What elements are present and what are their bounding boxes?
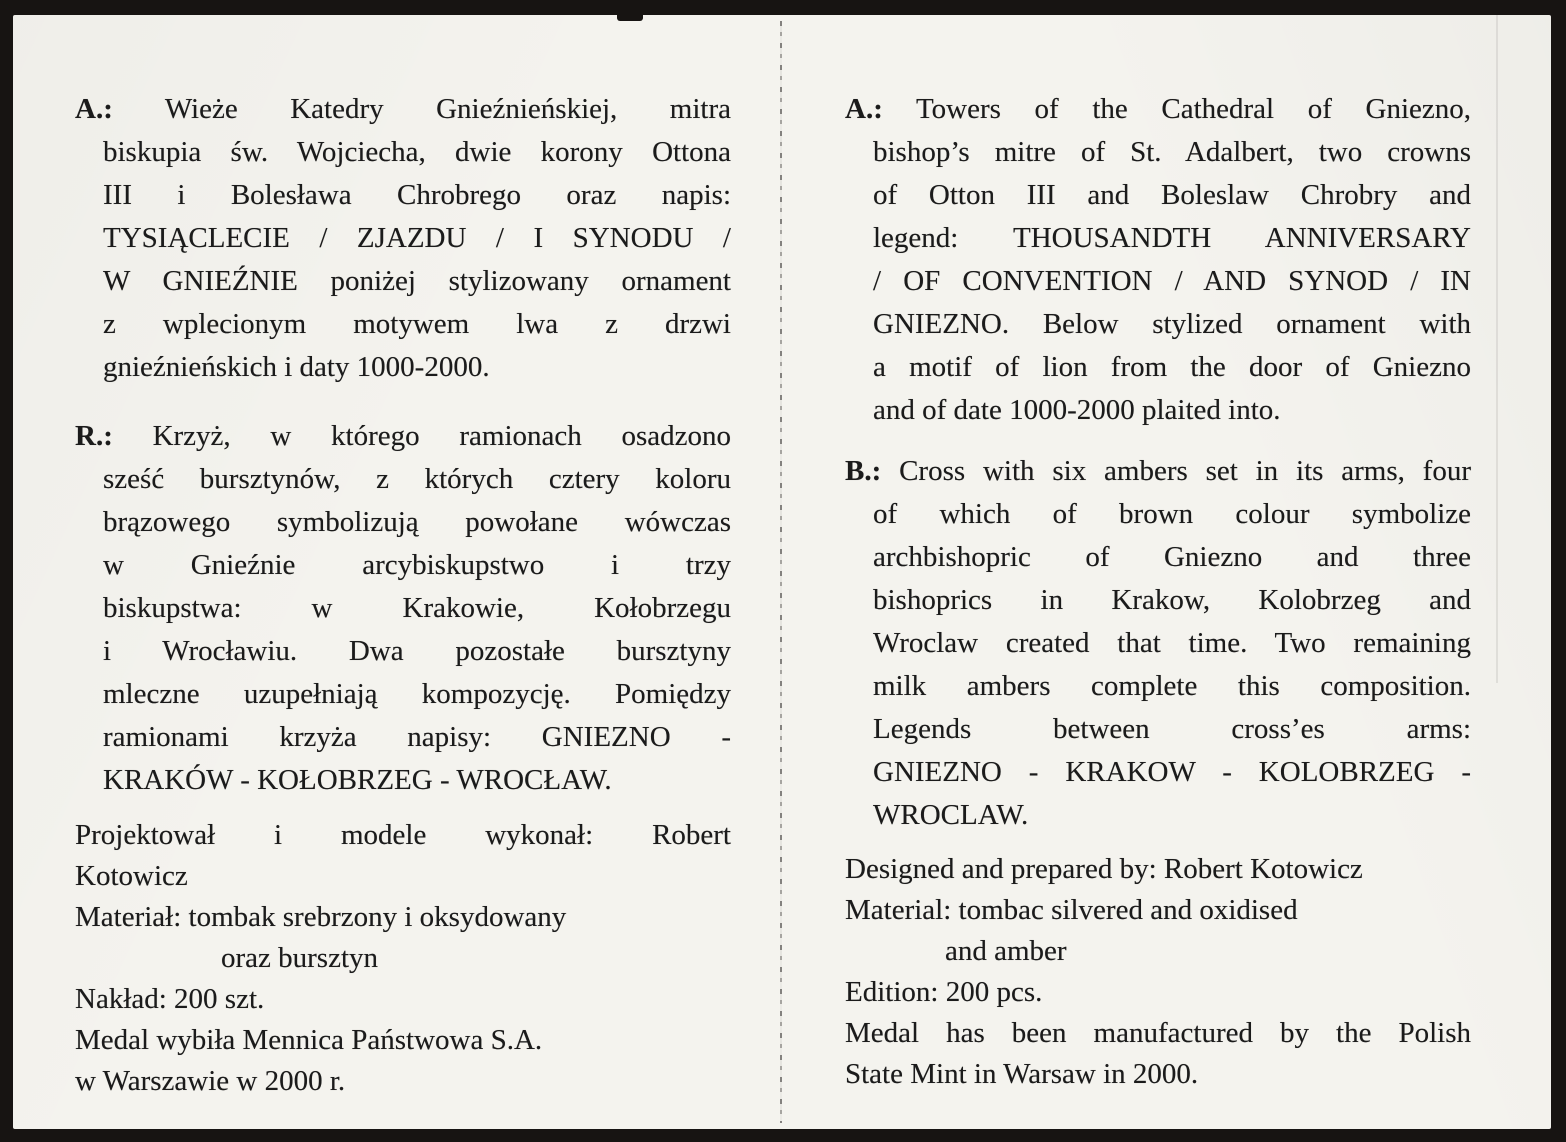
column-polish bbox=[75, 88, 731, 1102]
text-line: and of date 1000-2000 plaited into. bbox=[873, 394, 1281, 426]
credits-block bbox=[845, 849, 1471, 1095]
text-line: Nakład: 200 szt. bbox=[75, 983, 265, 1015]
text-line: Material: tombac silvered and oxidised bbox=[845, 894, 1298, 926]
text-line: biskupstwa: w Krakowie, Kołobrzegu bbox=[103, 592, 731, 624]
text-line: bishoprics in Krakow, Kolobrzeg and bbox=[873, 584, 1471, 616]
text-line: i Wrocławiu. Dwa pozostałe bursztyny bbox=[103, 635, 731, 667]
text-line: z wplecionym motywem lwa z drzwi bbox=[103, 308, 731, 340]
text-line: Edition: 200 pcs. bbox=[845, 976, 1043, 1008]
paragraph-label: A.: bbox=[845, 93, 883, 125]
text-line: of which of brown colour symbolize bbox=[873, 498, 1471, 530]
text-line: gnieźnieńskich i daty 1000-2000. bbox=[103, 351, 490, 383]
text-line: mleczne uzupełniają kompozycję. Pomiędzy bbox=[103, 678, 731, 710]
text-line: sześć bursztynów, z których cztery koloru bbox=[103, 463, 731, 495]
text-line: III i Bolesława Chrobrego oraz napis: bbox=[103, 179, 731, 211]
credits-block bbox=[75, 815, 731, 1102]
labeled-paragraph bbox=[75, 415, 731, 802]
text-line: A.: Towers of the Cathedral of Gniezno, bbox=[845, 93, 1471, 125]
text-line: w Warszawie w 2000 r. bbox=[75, 1065, 346, 1097]
text-line: biskupia św. Wojciecha, dwie korony Ottona bbox=[103, 136, 731, 168]
text-line: archbishopric of Gniezno and three bbox=[873, 541, 1471, 573]
fold-line bbox=[780, 21, 782, 1123]
labeled-paragraph bbox=[75, 88, 731, 389]
text-line: GNIEZNO - KRAKOW - KOLOBRZEG - bbox=[873, 756, 1471, 788]
text-line: milk ambers complete this composition. bbox=[873, 670, 1471, 702]
scan-artifact bbox=[617, 15, 643, 21]
text-line: bishop’s mitre of St. Adalbert, two crowns bbox=[873, 136, 1471, 168]
text-line: brązowego symbolizują powołane wówczas bbox=[103, 506, 731, 538]
text-line: Projektował i modele wykonał: Robert bbox=[75, 819, 731, 851]
text-line: Wroclaw created that time. Two remaining bbox=[873, 627, 1471, 659]
text-line: WROCLAW. bbox=[873, 799, 1029, 831]
text-line: TYSIĄCLECIE / ZJAZDU / I SYNODU / bbox=[103, 222, 731, 254]
text-line: KRAKÓW - KOŁOBRZEG - WROCŁAW. bbox=[103, 764, 612, 796]
text-line: State Mint in Warsaw in 2000. bbox=[845, 1058, 1199, 1090]
paragraph-label: B.: bbox=[845, 455, 882, 487]
text-line: and amber bbox=[945, 935, 1067, 967]
text-line: R.: Krzyż, w którego ramionach osadzono bbox=[75, 420, 731, 452]
text-line: Kotowicz bbox=[75, 860, 188, 892]
paragraph-label: R.: bbox=[75, 420, 113, 452]
text-line: Legends between cross’es arms: bbox=[873, 713, 1471, 745]
text-line: W GNIEŹNIE poniżej stylizowany ornament bbox=[103, 265, 731, 297]
text-line: legend: THOUSANDTH ANNIVERSARY bbox=[873, 222, 1471, 254]
text-line: B.: Cross with six ambers set in its arms, four bbox=[845, 455, 1471, 487]
scan-crease bbox=[1496, 15, 1498, 683]
text-line: Designed and prepared by: Robert Kotowicz bbox=[845, 853, 1363, 885]
labeled-paragraph bbox=[845, 88, 1471, 432]
text-line: of Otton III and Boleslaw Chrobry and bbox=[873, 179, 1471, 211]
text-line: oraz bursztyn bbox=[221, 942, 379, 974]
labeled-paragraph bbox=[845, 450, 1471, 837]
text-line: / OF CONVENTION / AND SYNOD / IN bbox=[873, 265, 1471, 297]
text-line: Medal wybiła Mennica Państwowa S.A. bbox=[75, 1024, 543, 1056]
text-line: a motif of lion from the door of Gniezno bbox=[873, 351, 1471, 383]
text-line: Materiał: tombak srebrzony i oksydowany bbox=[75, 901, 567, 933]
paragraph-label: A.: bbox=[75, 93, 113, 125]
text-line: GNIEZNO. Below stylized ornament with bbox=[873, 308, 1471, 340]
text-line: Medal has been manufactured by the Polish bbox=[845, 1017, 1471, 1049]
text-line: w Gnieźnie arcybiskupstwo i trzy bbox=[103, 549, 731, 581]
column-english bbox=[845, 88, 1471, 1095]
text-line: A.: Wieże Katedry Gnieźnieńskiej, mitra bbox=[75, 93, 731, 125]
text-line: ramionami krzyża napisy: GNIEZNO - bbox=[103, 721, 731, 753]
paper bbox=[13, 15, 1551, 1129]
